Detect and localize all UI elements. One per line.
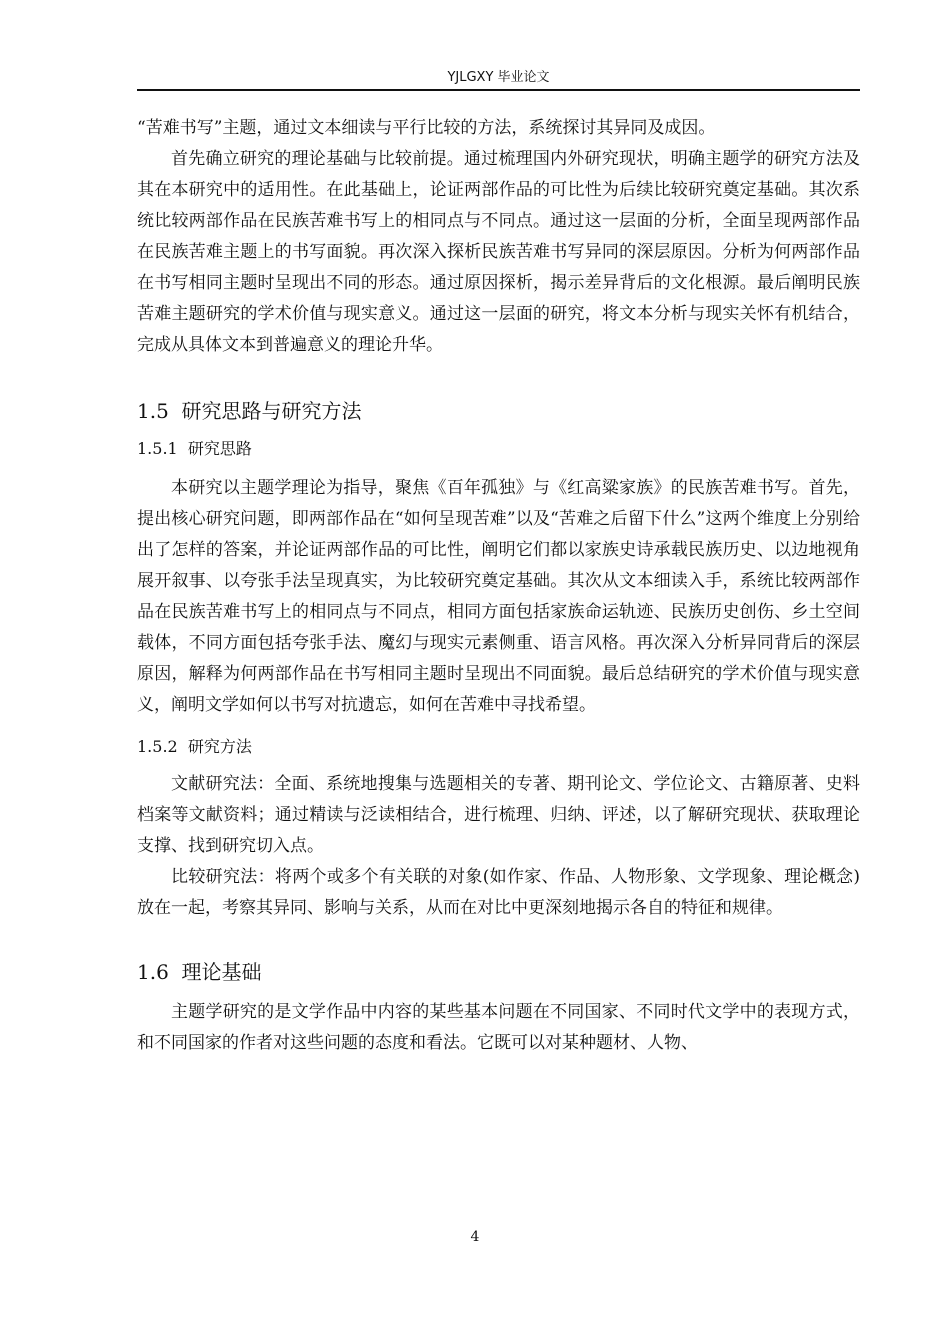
running-header: YJLGXY 毕业论文 bbox=[447, 70, 550, 85]
subsection-heading-1-5-2 bbox=[137, 734, 860, 760]
paragraph-research-approach: 本研究以主题学理论为指导，聚焦《百年孤独》与《红高粱家族》的民族苦难书写。首先，提出核心研究问题，即两部作品在“如何呈现苦难”以及“苦难之后留下什么”这两个维度上分别给出了怎样的答案，并论证两部作品的可比性，阐明它们都以家族史诗承载民族历史、以边地视角展开叙事、以夸张手法呈现真实，为比较研究奠定基础。其次从文本细读入手，系统比较两部作品在民族苦难书写上的相同点与不同点，相同方面包括家族命运轨迹、民族历史创伤、乡土空间载体，不同方面包括夸张手法、魔幻与现实元素侧重、语言风格。再次深入分析异同背后的深层原因，解释为何两部作品在书写相同主题时呈现出不同面貌。最后总结研究的学术价值与现实意义，阐明文学如何以书写对抗遗忘，如何在苦难中寻找希望。 bbox=[137, 478, 860, 715]
section-heading-1-5 bbox=[137, 396, 860, 426]
page-number: 4 bbox=[470, 1229, 480, 1245]
page-content bbox=[137, 113, 860, 1059]
subsection-title: 研究思路 bbox=[187, 439, 252, 458]
section-number: 1.6 bbox=[137, 960, 169, 984]
subsection-title: 研究方法 bbox=[187, 737, 252, 756]
paragraph-comparative-method: 比较研究法：将两个或多个有关联的对象(如作家、作品、人物形象、文学现象、理论概念)放在一起，考察其异同、影响与关系，从而在对比中更深刻地揭示各自的特征和规律。 bbox=[137, 867, 860, 918]
subsection-number: 1.5.2 bbox=[137, 737, 178, 756]
paragraph-research-outline: 首先确立研究的理论基础与比较前提。通过梳理国内外研究现状，明确主题学的研究方法及其在本研究中的适用性。在此基础上，论证两部作品的可比性为后续比较研究奠定基础。其次系统比较两部作品在民族苦难书写上的相同点与不同点。通过这一层面的分析，全面呈现两部作品在民族苦难主题上的书写面貌。再次深入探析民族苦难书写异同的深层原因。分析为何两部作品在书写相同主题时呈现出不同的形态。通过原因探析，揭示差异背后的文化根源。最后阐明民族苦难主题研究的学术价值与现实意义。通过这一层面的研究，将文本分析与现实关怀有机结合，完成从具体文本到普遍意义的理论升华。 bbox=[137, 149, 860, 355]
subsection-number: 1.5.1 bbox=[137, 439, 178, 458]
section-number: 1.5 bbox=[137, 399, 169, 423]
paragraph-continued: “苦难书写”主题，通过文本细读与平行比较的方法，系统探讨其异同及成因。 bbox=[137, 118, 716, 138]
section-heading-1-6 bbox=[137, 957, 860, 987]
subsection-heading-1-5-1 bbox=[137, 436, 860, 462]
paragraph-theory: 主题学研究的是文学作品中内容的某些基本问题在不同国家、不同时代文学中的表现方式，和不同国家的作者对这些问题的态度和看法。它既可以对某种题材、人物、 bbox=[137, 1002, 860, 1053]
section-title: 理论基础 bbox=[181, 960, 262, 984]
header-rule bbox=[137, 89, 860, 91]
paragraph-literature-method: 文献研究法：全面、系统地搜集与选题相关的专著、期刊论文、学位论文、古籍原著、史料档案等文献资料；通过精读与泛读相结合，进行梳理、归纳、评述，以了解研究现状、获取理论支撑、找到研究切入点。 bbox=[137, 774, 860, 856]
section-title: 研究思路与研究方法 bbox=[181, 399, 362, 423]
